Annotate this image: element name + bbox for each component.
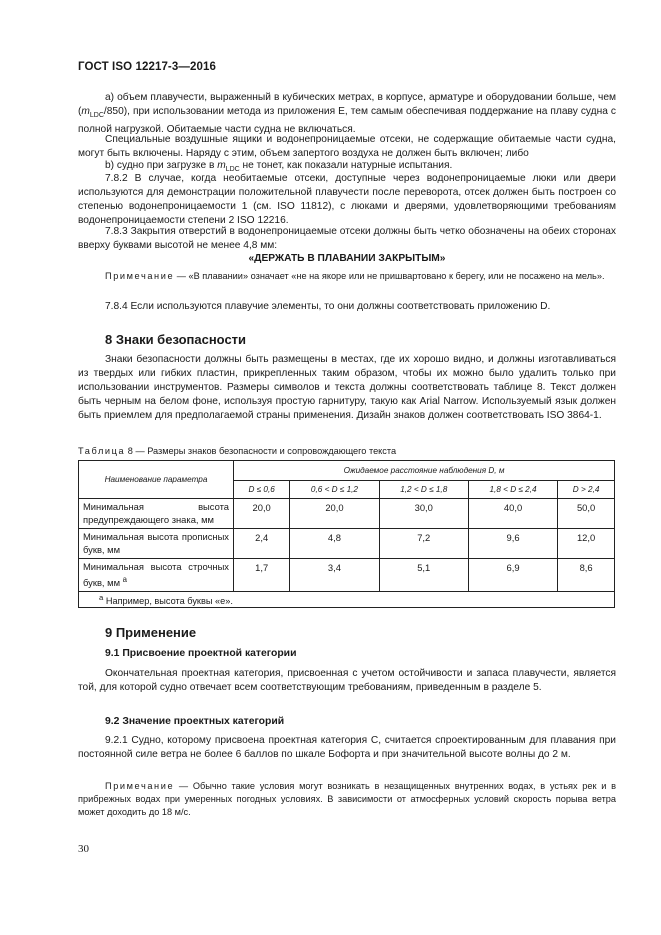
table-cell: 12,0 [558,529,615,559]
table-cell: 6,9 [468,559,557,592]
paragraph-air-boxes: Специальные воздушные ящики и водонепроницаемые отсеки, не содержащие обитаемые части судна, могут быть включены. Наряду с этим, объем запертого воздуха не должен быть включен; либо [78,134,616,159]
param-header: Наименование параметра [79,461,234,499]
table-cell: 40,0 [468,499,557,529]
table-row [79,529,615,559]
column-header: 0,6 < D ≤ 1,2 [290,481,379,499]
row-label [79,559,234,592]
subscript-ldc: LDC [89,112,104,120]
table-cell: 3,4 [290,559,379,592]
paragraph-7-8-4: 7.8.4 Если используются плавучие элементы, то они должны соответствовать приложению D. [105,301,551,312]
paragraph-7-8-3: 7.8.3 Закрытия отверстий в водонепроницаемые отсеки должны быть четко обозначены на обеих сторонах вверху буквами высотой не менее 4,8 мм: [78,226,616,251]
column-header: D ≤ 0,6 [234,481,290,499]
section-8-body: Знаки безопасности должны быть размещены в местах, где их хорошо видно, и должны изготавливаться из твердых или гибких пластин, прикрепленных таким образом, чтобы их можно было удалить только при использовании инструментов. Размеры символов и текста должны соответствовать таблице 8. Текст должен быть черным на белом фоне, используя простую гарнитуру, такую как Arial Narrow. Используемый язык должен быть приемлем для предполагаемой страны применения. Дизайн знаков должен соответствовать ISO 3864-1. [78,354,616,421]
section-9-title: 9 Применение [105,625,197,640]
column-header: 1,2 < D ≤ 1,8 [379,481,468,499]
symbol-m: m [217,160,226,171]
table-cell: 7,2 [379,529,468,559]
row-label-text: Минимальная высота строчных букв, мм [83,561,229,588]
page-header: ГОСТ ISO 12217-3—2016 [78,61,216,73]
table-cell: 50,0 [558,499,615,529]
caption-label: Таблица [78,446,126,456]
table-cell: 5,1 [379,559,468,592]
table-cell: 1,7 [234,559,290,592]
note-text: — Обычно такие условия могут возникать в незащищенных внутренних водах, в устьях рек и в прибрежных водах при умеренных погодных условиях. В зависимости от атмосферных условий скорость порыва ветра может доходить до 18 м/с. [78,781,616,817]
symbol-m: m [81,106,90,117]
column-header: 1,8 < D ≤ 2,4 [468,481,557,499]
paragraph-a [78,91,616,137]
section-9-2-title: 9.2 Значение проектных категорий [105,716,285,727]
footnote-marker: a [122,574,128,584]
table-cell: 20,0 [234,499,290,529]
caption-text: 8 — Размеры знаков безопасности и сопровождающего текста [125,446,397,456]
section-8-title: 8 Знаки безопасности [105,332,247,347]
footnote-text: Например, высота буквы «е». [103,596,233,607]
table-cell: 2,4 [234,529,290,559]
table-row [79,559,615,592]
safety-sign-size-table [78,460,615,608]
row-label: Минимальная высота предупреждающего знака, мм [79,499,234,529]
note-1 [78,270,616,283]
table-footnote-row [79,592,615,608]
note-label: Примечание [105,271,175,281]
table-row [79,499,615,529]
text-run: /850), при использовании метода из приложения Е, тем самым обеспечивая поддержание на плаву судна с полной нагрузкой. Обитаемые части судна не включаться. [78,106,616,136]
footnote-marker: a [99,593,104,603]
table-cell: 4,8 [290,529,379,559]
distance-group-header: Ожидаемое расстояние наблюдения D, м [234,461,615,481]
note-label: Примечание [105,781,175,791]
note-2 [78,780,616,819]
section-9-1-body: Окончательная проектная категория, присвоенная с учетом остойчивости и запаса плавучести, является той, для которой судно отвечает всем соответствующим требованиям, приведенным в разделе 5. [78,668,616,693]
text-run: не тонет, как показали натурные испытания. [239,160,453,171]
table-footnote [79,592,615,608]
table-header-row [79,461,615,481]
section-9-1-title: 9.1 Присвоение проектной категории [105,648,297,659]
table-cell: 9,6 [468,529,557,559]
note-text: — «В плавании» означает «не на якоре или не пришвартовано к берегу, или не посажено на мель». [174,271,605,281]
paragraph-7-8-2: 7.8.2 В случае, когда необитаемые отсеки, доступные через водонепроницаемые люки или двери используются для демонстрации положительной плавучести после переворота, отсек должен быть построен со степенью водонепроницаемости 1 (см. ISO 11812), с люками и дверями, удовлетворяющими требованиям водонепроницаемости степени 2 ISO 12216. [78,173,616,226]
warning-quote: «ДЕРЖАТЬ В ПЛАВАНИИ ЗАКРЫТЫМ» [248,253,446,264]
subscript-ldc: LDC [225,166,240,174]
row-label: Минимальная высота прописных букв, мм [79,529,234,559]
page-number: 30 [78,843,89,855]
table-cell: 20,0 [290,499,379,529]
text-run: а) объем плавучести, выраженный в кубических метрах, в корпусе, арматуре и оборудовании больше, чем ( [78,92,616,117]
table-cell: 8,6 [558,559,615,592]
table-caption [78,446,396,456]
text-run: b) судно при загрузке в [105,160,218,171]
paragraph-9-2-1: 9.2.1 Судно, которому присвоена проектная категория С, считается спроектированным для плавания при постоянной силе ветра не более 6 баллов по шкале Бофорта и при значительной высоте волны до 2 м. [78,735,616,760]
table-cell: 30,0 [379,499,468,529]
column-header: D > 2,4 [558,481,615,499]
